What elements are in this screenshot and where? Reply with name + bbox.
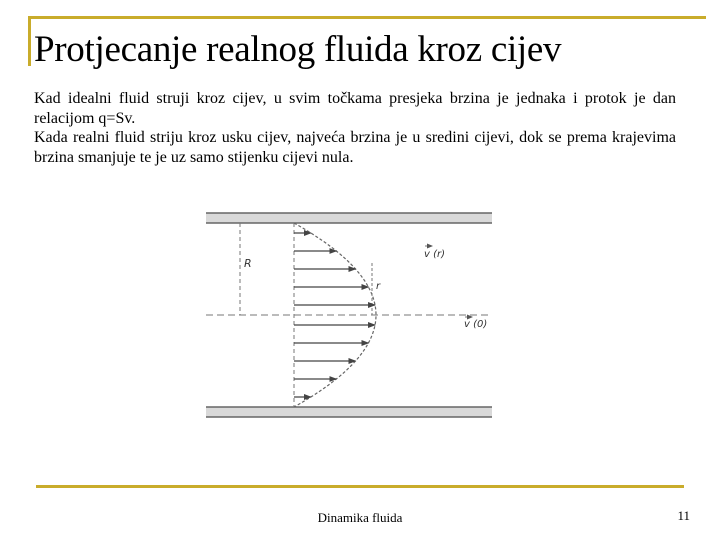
pipe-wall-top bbox=[206, 213, 492, 223]
radius-label-R: R bbox=[244, 257, 252, 270]
page-number: 11 bbox=[677, 508, 690, 523]
footer-text: Dinamika fluida bbox=[317, 510, 403, 525]
radius-label-r: r bbox=[376, 281, 381, 292]
slide-title: Protjecanje realnog fluida kroz cijev bbox=[34, 29, 562, 70]
velocity-label-v-r: v (r) bbox=[424, 249, 446, 260]
pipe-wall-bottom bbox=[206, 407, 492, 417]
paragraph-ideal-fluid: Kad idealni fluid struji kroz cijev, u svim točkama presjeka brzina je jednaka i protok je dan relacijom q=Sv. bbox=[34, 90, 676, 127]
velocity-label-v-0: v (0) bbox=[464, 319, 488, 330]
slide-body bbox=[34, 89, 676, 167]
pipe-flow-svg bbox=[200, 205, 500, 427]
paragraph-real-fluid: Kada realni fluid striju kroz usku cijev, najveća brzina je u sredini cijevi, dok se prema krajevima brzina smanjuje te je uz samo stijenku cijevi nula. bbox=[34, 129, 676, 166]
title-accent-left-line bbox=[28, 16, 31, 66]
footer-accent-line bbox=[36, 485, 684, 488]
title-accent-top-line bbox=[28, 16, 706, 19]
velocity-profile-diagram bbox=[200, 205, 500, 427]
